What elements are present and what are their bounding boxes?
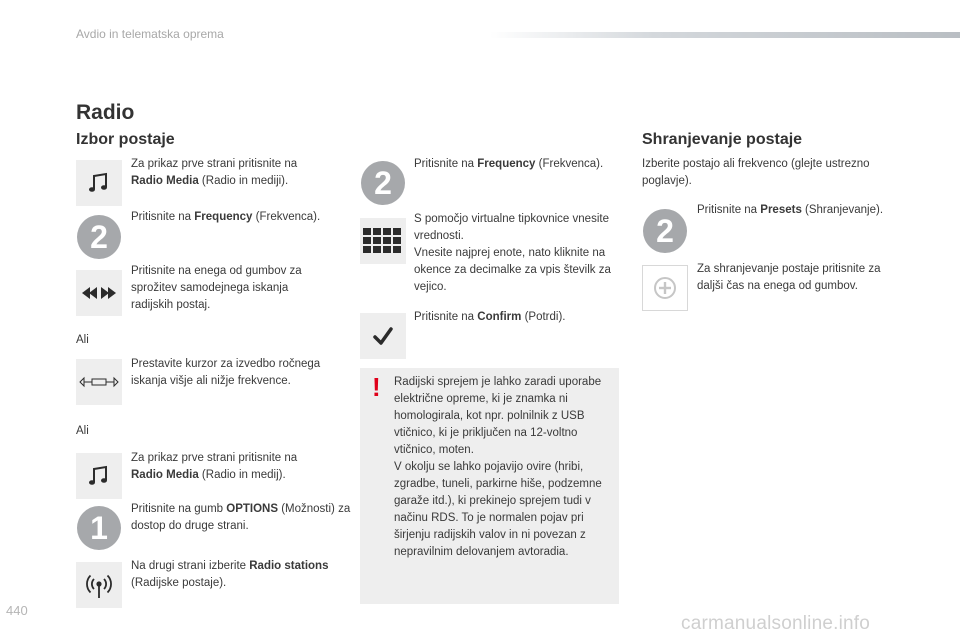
add-preset-icon (652, 275, 678, 301)
warning-icon: ! (372, 372, 381, 402)
confirm-button-illustration (360, 313, 406, 359)
middle-step-3-text: Pritisnite na Confirm (Potrdi). (414, 311, 566, 323)
middle-step-2-line2: Vnesite najprej enote, nato kliknite na okence za decimalke za vpis številk za vejico. (414, 247, 611, 293)
right-step-2-text: Za shranjevanje postaje pritisnite za daljši čas na enega od gumbov. (697, 263, 881, 292)
middle-step-2-text (414, 211, 629, 296)
add-preset-button-illustration (642, 265, 688, 311)
right-step-1-text: Pritisnite na Presets (Shranjevanje). (697, 204, 884, 216)
step-number-badge: 2 (77, 215, 121, 259)
warning-text (394, 374, 612, 561)
or-separator: Ali (76, 425, 89, 437)
keypad-icon (363, 228, 403, 254)
watermark-text: carmanualsonline.info (681, 613, 871, 634)
radio-media-button-illustration (76, 453, 122, 499)
left-step-3-text: Pritisnite na enega od gumbov za sprožitev samodejnega iskanja radijskih postaj. (131, 265, 302, 311)
step-number-badge: 2 (361, 161, 405, 205)
slider-cursor-icon (79, 376, 119, 388)
warning-paragraph-2: V okolju se lahko pojavijo ovire (hribi, zgradbe, tuneli, parkirne hiše, podzemne garaže itd.), ki prekinejo sprejem tudi v načinu RDS. To je normalen pojav pri širjenju radijskih valov in ni povezan z nepravilnim delovanjem avtoradia. (394, 461, 602, 558)
radio-media-button-illustration (76, 160, 122, 206)
left-step-1-text: Za prikaz prve strani pritisnite na Radio Media (Radio in mediji). (131, 158, 298, 187)
or-separator: Ali (76, 334, 89, 346)
left-step-6-text: Pritisnite na gumb OPTIONS (Možnosti) za dostop do druge strani. (131, 503, 351, 532)
right-intro-text: Izberite postajo ali frekvenco (glejte ustrezno poglavje). (642, 158, 870, 187)
page-number: 440 (6, 603, 28, 618)
right-column-title: Shranjevanje postaje (642, 131, 803, 148)
left-step-5-text: Za prikaz prve strani pritisnite na Radio Media (Radio in medij). (131, 452, 298, 481)
section-title: Radio (76, 101, 135, 124)
virtual-keypad-illustration (360, 218, 406, 264)
seek-buttons-illustration (76, 270, 122, 316)
music-note-icon (86, 463, 112, 489)
middle-step-1-text: Pritisnite na Frequency (Frekvenca). (414, 158, 604, 170)
header-decorative-bar (490, 32, 960, 38)
warning-note-box (360, 368, 619, 604)
radio-stations-illustration (76, 562, 122, 608)
left-step-7-text: Na drugi strani izberite Radio stations (Radijske postaje). (131, 560, 329, 589)
music-note-icon (86, 170, 112, 196)
left-column-title: Izbor postaje (76, 131, 175, 148)
middle-step-2-line1: S pomočjo virtualne tipkovnice vnesite vrednosti. (414, 213, 609, 242)
left-step-2-text: Pritisnite na Frequency (Frekvenca). (131, 211, 321, 223)
warning-paragraph-1: Radijski sprejem je lahko zaradi uporabe električne opreme, ki je znamka ni homologirala, kot npr. polnilnik z USB vtičnico, ki je priključen na 12-voltno vtičnico, moten. (394, 376, 602, 456)
seek-buttons-icon (81, 286, 117, 300)
page-header-title: Avdio in telematska oprema (76, 27, 224, 41)
step-number-badge: 2 (643, 209, 687, 253)
checkmark-icon (373, 327, 393, 345)
left-step-4-text: Prestavite kurzor za izvedbo ročnega iskanja višje ali nižje frekvence. (131, 358, 321, 387)
slider-cursor-illustration (76, 359, 122, 405)
step-number-badge: 1 (77, 506, 121, 550)
radio-stations-icon (84, 570, 114, 600)
